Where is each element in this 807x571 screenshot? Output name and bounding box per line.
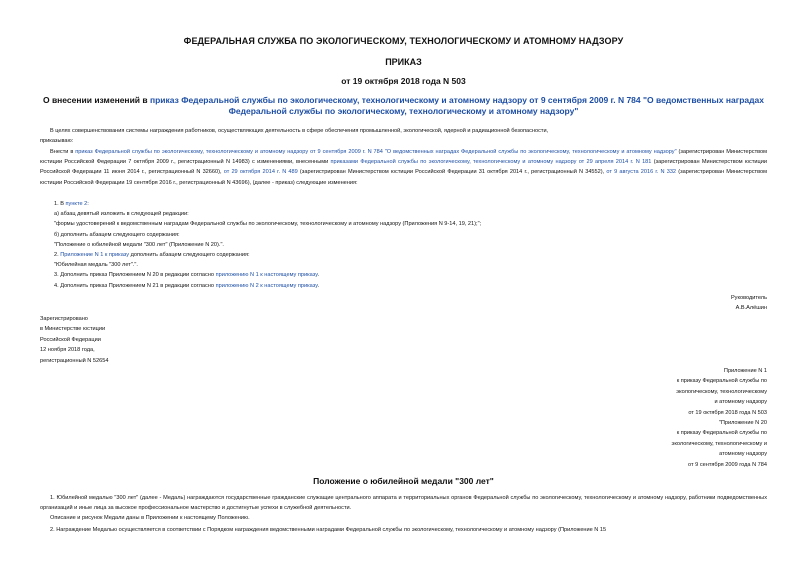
registration-block xyxy=(40,314,108,366)
amendment-list xyxy=(40,199,767,291)
registration-line: 12 ноября 2018 года, xyxy=(40,347,95,354)
agency-heading: ФЕДЕРАЛЬНАЯ СЛУЖБА ПО ЭКОЛОГИЧЕСКОМУ, ТЕХНОЛОГИЧЕСКОМУ И АТОМНОМУ НАДЗОРУ xyxy=(183,36,624,46)
para1-text: (зарегистрирован Министерством юстиции Российской Федерации 31 октября 2014 г., регистрационный N 34552), xyxy=(297,169,607,176)
para1-text: Внести в xyxy=(50,149,76,155)
main-paragraph xyxy=(40,147,767,188)
regulation-paragraph: Описание и рисунок Медали даны в Приложении к настоящему Положению. xyxy=(50,515,250,522)
appendix-line: от 19 октября 2018 года N 503 xyxy=(688,409,767,416)
link-order-332[interactable]: от 9 августа 2016 г. N 332 xyxy=(606,169,677,176)
appendix-line: Приложение N 1 xyxy=(723,368,767,374)
registration-line: Зарегистрировано xyxy=(40,316,88,322)
list-item: 1. В пункте 2: xyxy=(54,201,89,207)
list-item: 4. Дополнить приказ Приложением N 21 в редакции согласно приложению N 2 к настоящему приказу. xyxy=(54,282,320,289)
link-item-2[interactable]: пункте 2 xyxy=(65,201,88,207)
appendix-header xyxy=(672,366,767,470)
link-appendix-1[interactable]: Приложение N 1 к приказу xyxy=(60,252,130,259)
link-annex-1[interactable]: приложению N 1 к настоящему приказу xyxy=(215,272,318,279)
regulation-title: Положение о юбилейной медали "300 лет" xyxy=(313,476,494,486)
list-item: "формы удостоверений к ведомственным наградам Федеральной службы по экологическому, технологическому и атомному надзору (Приложения N 9-14, 19, 21);"; xyxy=(54,221,482,228)
signature-block xyxy=(731,293,767,314)
order-title xyxy=(0,95,807,117)
signature-name: А.В.Алёшин xyxy=(735,305,767,312)
appendix-line: атомному надзору xyxy=(719,451,767,458)
regulation-paragraph: 2. Награждение Медалью осуществляется в соответствии с Порядком награждения ведомственными наградами Федеральной службы по экологическому, технологическому и атомному надзору (Приложение N 15 xyxy=(50,526,607,533)
registration-line: Российской Федерации xyxy=(40,336,101,343)
appendix-line: экологическому, технологическому xyxy=(676,388,767,395)
link-order-489[interactable]: от 29 октября 2014 г. N 489 xyxy=(223,169,298,176)
doc-type-heading: ПРИКАЗ xyxy=(385,57,422,67)
list-item: 3. Дополнить приказ Приложением N 20 в редакции согласно приложению N 1 к настоящему приказу. xyxy=(54,272,320,279)
appendix-line: и атомному надзору xyxy=(714,399,767,406)
order-title-prefix: О внесении изменений в xyxy=(42,95,150,105)
preamble xyxy=(40,126,767,146)
appendix-line: "Приложение N 20 xyxy=(718,420,767,427)
registration-line: регистрационный N 52654 xyxy=(40,357,109,364)
para1-text: (зарегистрирован Министерством юстиции Российской Федерации 19 сентября 2016 г., регистрационный N 43696), (далее - приказ) следующие изменения: xyxy=(40,169,767,186)
para1-text: (зарегистрирован Министерством юстиции Российской Федерации 11 июня 2014 г., регистрационный N 32660), xyxy=(40,159,767,176)
registration-line: в Министерстве юстиции xyxy=(40,326,106,333)
list-item: б) дополнить абзацем следующего содержания: xyxy=(54,231,180,238)
para1-text: (зарегистрирован Министерством юстиции Российской Федерации 7 октября 2009 г., регистрационный N 14983) с изменениями, внесенными xyxy=(40,149,768,166)
preamble-line2: приказываю: xyxy=(40,138,74,145)
list-item: "Юбилейная медаль "300 лет".". xyxy=(54,262,138,269)
regulation-paragraph: 1. Юбилейной медалью "300 лет" (далее - Медаль) награждаются государственные гражданские служащие центрального аппарата и территориальных органов Федеральной службы по экологическому, технологическому и атомному надзору, работники подведомственных организаций и иные лица за высокое профессиональное мастерство и достигнутые успехи в служебной деятельности. xyxy=(40,495,767,512)
link-order-181[interactable]: приказами Федеральной службы по экологическому, технологическому и атомному надзору от 29 апреля 2014 г. N 181 xyxy=(330,159,652,166)
appendix-line: к приказу Федеральной службы по xyxy=(676,378,767,385)
link-order-784[interactable]: приказ Федеральной службы по экологическому, технологическому и атомному надзору от 9 сентября 2009 г. N 784 "О ведомственных наградах Федеральной службы по экологическому, технологическому и атомному надзору" xyxy=(75,149,677,155)
signature-role: Руководитель xyxy=(730,295,767,301)
list-item: 2. Приложение N 1 к приказу дополнить абзацем следующего содержания: xyxy=(54,252,250,259)
appendix-line: к приказу Федеральной службы по xyxy=(676,430,767,437)
appendix-line: экологическому, технологическому и xyxy=(671,440,767,447)
date-number-heading: от 19 октября 2018 года N 503 xyxy=(341,76,466,86)
order-title-link[interactable]: приказ Федеральной службы по экологическому, технологическому и атомному надзору от 9 сентября 2009 г. N 784 "О ведомственных наградах Федеральной службы по экологическому, технологическому и атомному надзору" xyxy=(149,95,765,116)
link-annex-2[interactable]: приложению N 2 к настоящему приказу xyxy=(215,282,318,289)
appendix-line: от 9 сентября 2009 года N 784 xyxy=(688,461,767,468)
list-item: "Положение о юбилейной медали "300 лет" (Приложение N 20).". xyxy=(54,241,224,248)
list-item: а) абзац девятый изложить в следующей редакции: xyxy=(54,211,189,218)
regulation-body xyxy=(40,493,767,535)
preamble-line1: В целях совершенствования системы награждения работников, осуществляющих деятельность в сфере обеспечения промышленной, экологической, ядерной и радиационной безопасности, xyxy=(50,128,549,134)
